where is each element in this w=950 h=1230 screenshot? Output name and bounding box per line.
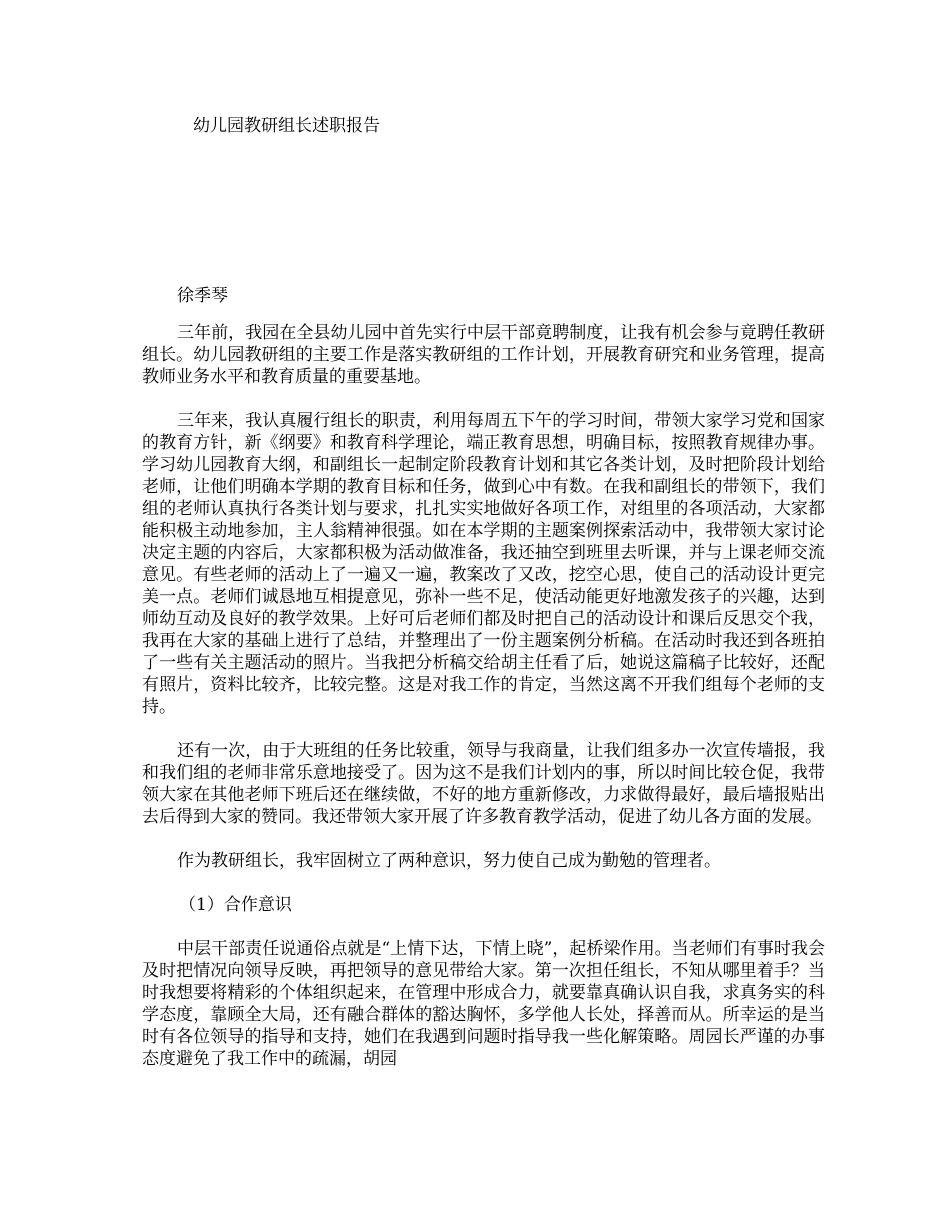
paragraph-two-awareness: 作为教研组长，我牢固树立了两种意识，努力使自己成为勤勉的管理者。 <box>177 851 721 871</box>
document-body <box>142 322 825 1092</box>
paragraph-cooperation: 中层干部责任说通俗点就是“上情下达，下情上晓”，起桥梁作用。当老师们有事时我会及时把情况向领导反映，再把领导的意见带给大家。第一次担任组长，不知从哪里着手？当时我想要将精彩的个体组织起来，在管理中形成合力，就要靠真确认识自我，求真务实的科学态度，靠顾全大局，还有融合群体的豁达胸怀，多学他人长处，择善而从。所幸运的是当时有各位领导的指导和支持，她们在我遇到问题时指导我一些化解策略。周园长严谨的办事态度避免了我工作中的疏漏，胡园 <box>142 939 825 1069</box>
paragraph-intro: 三年前，我园在全县幼儿园中首先实行中层干部竟聘制度，让我有机会参与竟聘任教研组长。幼儿园教研组的主要工作是落实教研组的工作计划，开展教育研究和业务管理，提高教师业务水平和教育质量的重要基地。 <box>142 323 825 387</box>
document-title: 幼儿园教研组长述职报告 <box>193 116 380 136</box>
section-heading-cooperation: （1）合作意识 <box>179 895 292 915</box>
paragraph-three-years: 三年来，我认真履行组长的职责，利用每周五下午的学习时间，带领大家学习党和国家的教育方针，新《纲要》和教育科学理论，端正教育思想，明确目标，按照教育规律办事。学习幼儿园教育大纲，和副组长一起制定阶段教育计划和其它各类计划，及时把阶段计划给老师，让他们明确本学期的教育目标和任务，做到心中有数。在我和副组长的带领下，我们组的老师认真执行各类计划与要求，扎扎实实地做好各项工作，对组里的各项活动，大家都能积极主动地参加，主人翁精神很强。如在本学期的主题案例探索活动中，我带领大家讨论决定主题的内容后，大家都积极为活动做准备，我还抽空到班里去听课，并与上课老师交流意见。有些老师的活动上了一遍又一遍，教案改了又改，挖空心思，使自己的活动设计更完美一点。老师们诚恳地互相提意见，弥补一些不足，使活动能更好地激发孩子的兴趣，达到师幼互动及良好的教学效果。上好可后老师们都及时把自己的活动设计和课后反思交个我，我再在大家的基础上进行了总结，并整理出了一份主题案例分析稿。在活动时我还到各班拍了一些有关主题活动的照片。当我把分析稿交给胡主任看了后，她说这篇稿子比较好，还配有照片，资料比较齐，比较完整。这是对我工作的肯定，当然这离不开我们组每个老师的支持。 <box>142 411 825 717</box>
author-name: 徐季琴 <box>177 286 228 306</box>
paragraph-wall-newspaper: 还有一次，由于大班组的任务比较重，领导与我商量，让我们组多办一次宣传墙报，我和我们组的老师非常乐意地接受了。因为这不是我们计划内的事，所以时间比较仓促，我带领大家在其他老师下班后还在继续做，不好的地方重新修改，力求做得最好，最后墙报贴出去后得到大家的赞同。我还带领大家开展了许多教育教学活动，促进了幼儿各方面的发展。 <box>142 741 825 827</box>
